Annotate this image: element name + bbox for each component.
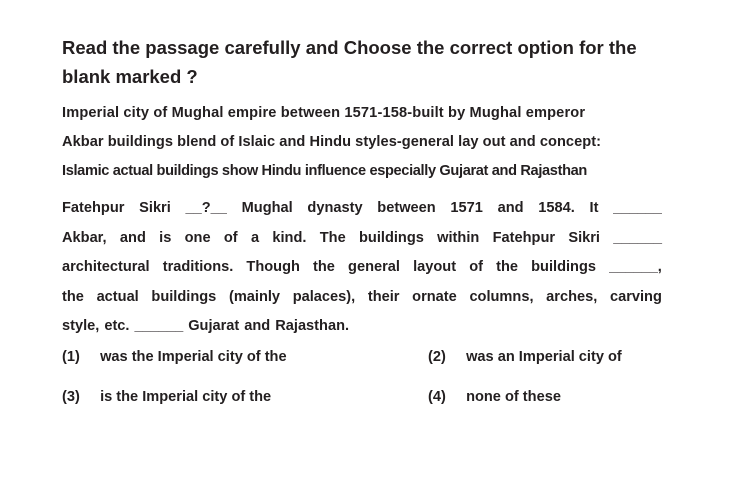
option-4[interactable] [428, 389, 561, 405]
passage-word: the [313, 259, 335, 275]
passage-line [62, 283, 662, 313]
passage-word: It [589, 200, 599, 216]
option-text: none of these [466, 389, 561, 405]
passage-word: (mainly [228, 288, 281, 305]
option-text: was an Imperial city of [466, 349, 622, 365]
option-number: (1) [62, 349, 80, 365]
question-line-1: Read the passage carefully and Choose the correct option for the [62, 37, 637, 58]
option-number: (4) [428, 389, 446, 405]
passage-word: one [184, 229, 211, 246]
notes-line: Islamic actual buildings show Hindu influence especially Gujarat and Rajasthan [62, 163, 587, 179]
passage-line [62, 253, 662, 283]
passage-word: within [437, 229, 480, 246]
passage-word: etc. [104, 318, 130, 334]
option-text: was the Imperial city of the [100, 349, 287, 365]
notes-line: Akbar buildings blend of Islaic and Hindu styles-general lay out and concept: [62, 134, 602, 150]
blank-marked-question: __?__ [185, 200, 227, 216]
passage-word: buildings [151, 288, 217, 305]
passage-word: of [223, 229, 238, 246]
option-text: is the Imperial city of the [100, 389, 272, 405]
passage-word: layout [413, 259, 457, 275]
passage-word: the [496, 259, 518, 275]
passage-word: their [367, 288, 400, 305]
question-prompt [62, 33, 702, 91]
option-number: (2) [428, 349, 446, 365]
passage-word: Rajasthan. [275, 318, 350, 334]
question-line-2: blank marked ? [62, 66, 198, 87]
cloze-passage [62, 194, 662, 342]
passage-word: and [244, 318, 271, 334]
passage-word: actual [96, 288, 139, 305]
passage-word: the [62, 288, 84, 305]
passage-word: palaces), [292, 288, 356, 305]
passage-word: style, [62, 318, 100, 334]
passage-word: and [497, 200, 524, 216]
passage-word: architectural [62, 259, 150, 275]
passage-word: general [348, 259, 400, 275]
passage-word: 1571 [450, 200, 483, 216]
passage-word: The [319, 229, 346, 246]
option-1[interactable] [62, 349, 287, 365]
passage-word: traditions. [162, 259, 234, 275]
passage-word: Sikri [568, 229, 600, 246]
blank: ______ [613, 229, 662, 246]
passage-word: a [250, 229, 260, 246]
passage-word: buildings [531, 259, 596, 275]
passage-word: between [377, 200, 436, 216]
blank: ______ [613, 200, 662, 216]
passage-word: 1584. [538, 200, 575, 216]
passage-word: buildings [359, 229, 424, 246]
passage-word: carving [609, 288, 662, 305]
passage-line [62, 194, 662, 224]
option-3[interactable] [62, 389, 271, 405]
passage-word: Fatehpur [62, 200, 125, 216]
passage-word: columns, [469, 288, 534, 305]
option-number: (3) [62, 389, 80, 405]
blank: ______ [134, 318, 184, 334]
notes-block [62, 99, 682, 186]
passage-word: kind. [272, 229, 307, 246]
passage-word: arches, [546, 288, 598, 305]
passage-word: dynasty [307, 200, 363, 216]
passage-word: is [159, 229, 172, 246]
passage-word: Sikri [139, 200, 171, 216]
passage-line [62, 224, 662, 254]
blank: ______, [609, 259, 662, 275]
passage-line [62, 312, 662, 342]
passage-word: Akbar, [62, 229, 107, 246]
passage-word: Though [246, 259, 300, 275]
passage-word: Gujarat [188, 318, 240, 334]
passage-word: and [119, 229, 146, 246]
passage-word: of [469, 259, 483, 275]
passage-word: Fatehpur [492, 229, 556, 246]
passage-word: ornate [412, 288, 457, 305]
passage-word: Mughal [241, 200, 293, 216]
option-2[interactable] [428, 349, 622, 365]
notes-line: Imperial city of Mughal empire between 1571-158-built by Mughal emperor [62, 105, 586, 121]
